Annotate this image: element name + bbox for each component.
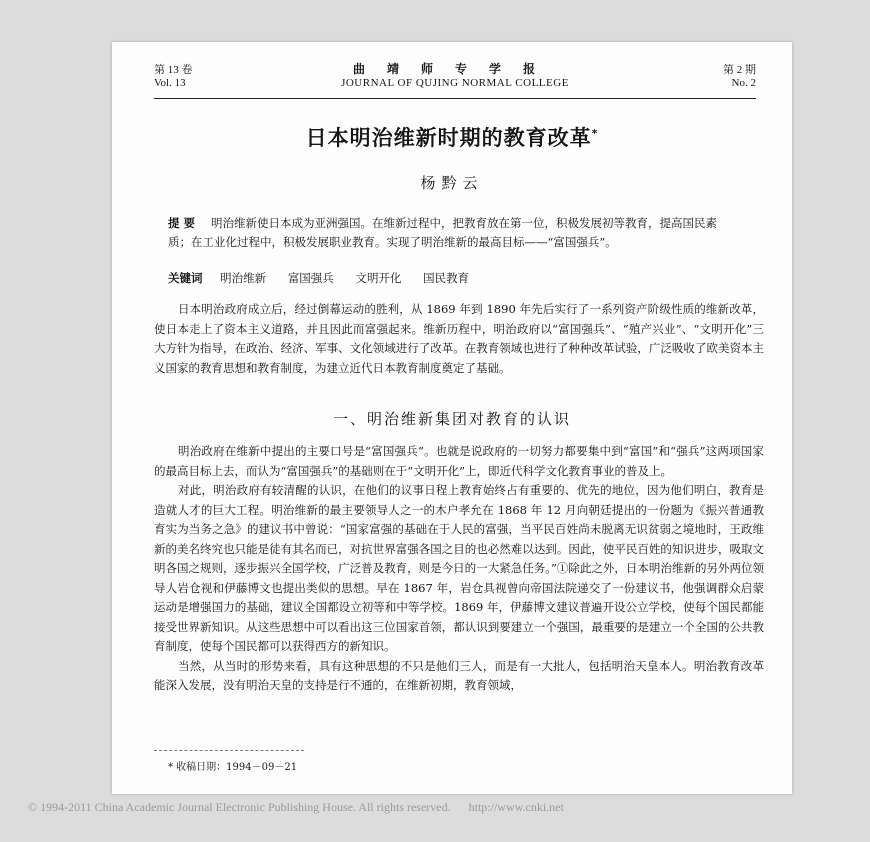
article-title: [112, 122, 792, 152]
volume-en: Vol. 13: [154, 77, 186, 89]
abstract: [168, 214, 722, 252]
intro-paragraph: 日本明治政府成立后，经过倒幕运动的胜利，从 1869 年到 1890 年先后实行了一系列资产阶级性质的维新改革，使日本走上了资本主义道路，并且因此而富强起来。维新历程中，明治政府以“富国强兵”、“殖产兴业”、“文明开化”三大方针为指导，在政治、经济、军事、文化领域进行了改革。在教育领域也进行了种种改革试验，广泛吸收了欧美资本主义国家的教育思想和教育制度，为建立近代日本教育制度奠定了基础。: [154, 302, 764, 375]
issue-label: [723, 64, 756, 90]
journal-header: [154, 58, 756, 99]
keyword-item: 文明开化: [355, 271, 402, 285]
intro-section: [154, 300, 764, 378]
footnote: * 收稿日期：1994－09－21: [168, 762, 298, 773]
keywords-label: 关键词: [168, 271, 203, 285]
keywords: [168, 270, 722, 286]
title-footnote-mark: *: [591, 127, 599, 140]
footnote-divider: [154, 750, 304, 751]
section-heading: 一、明治维新集团对教育的认识: [332, 410, 571, 428]
body-paragraph: 明治政府在维新中提出的主要口号是“富国强兵”。也就是说政府的一切努力都要集中到“富国”和“强兵”这两项国家的最高目标上去，而认为“富国强兵”的基础则在于“文明开化”上，即近代科学文化教育事业的普及上。: [154, 444, 764, 478]
author-name: 杨黔云: [420, 174, 484, 192]
journal-name: [154, 62, 756, 90]
keyword-item: 富国强兵: [287, 271, 334, 285]
journal-page: [112, 42, 792, 794]
body-paragraph: 当然，从当时的形势来看，具有这种思想的不只是他们三人，而是有一大批人，包括明治天皇本人。明治教育改革能深入发展，没有明治天皇的支持是行不通的，在维新初期，教育领域，: [154, 658, 764, 692]
journal-name-cn: 曲靖师专学报: [352, 62, 557, 76]
section-body: [154, 442, 764, 696]
copyright-line: [28, 800, 582, 815]
issue-cn: 第 2 期: [723, 64, 756, 76]
journal-name-en: JOURNAL OF QUJING NORMAL COLLEGE: [341, 77, 569, 89]
body-paragraph: 对此，明治政府有较清醒的认识，在他们的议事日程上教育始终占有重要的、优先的地位，因为他们明白，教育是造就人才的巨大工程。明治维新的最主要领导人之一的木户孝允在 1868 年 12 月向朝廷提出的一份题为《振兴普通教育实为当务之急》的建议书中曾说：“国家富强的基础在于人民的富强，当平民百姓尚未脱离无识贫弱之境地时，王政维新的美名终究也只能是徒有其名而已，对抗世界富强各国之目的也必然难以达到。因此，使平民百姓的知识进步，吸取文明各国之规则，逐步振兴全国学校，广泛普及教育，则是今日的一大紧急任务。”①除此之外，日本明治维新的另外两位领导人岩仓视和伊藤博文也提出类似的思想。早在 1867 年，岩仓具视曾向帝国法院递交了一份建议书，他强调群众启蒙运动是增强国力的基础，建议全国都设立初等和中等学校。1869 年，伊藤博文建议普遍开设公立学校，使每个国民都能接受世界新知识。从这些思想中可以看出这三位国家首领，都认识到要建立一个强国，最重要的是建立一个全国的公共教育制度，使每个国民都可以获得西方的新知识。: [154, 483, 764, 653]
abstract-label: 提要: [168, 216, 199, 230]
keyword-item: 国民教育: [423, 271, 470, 285]
volume-cn: 第 13 卷: [154, 64, 193, 76]
article-title-text: 日本明治维新时期的教育改革: [305, 126, 592, 150]
issue-en: No. 2: [731, 77, 756, 89]
cnki-link[interactable]: http://www.cnki.net: [468, 800, 564, 814]
abstract-text: 明治维新使日本成为亚洲强国。在维新过程中，把教育放在第一位，积极发展初等教育，提高国民素质；在工业化过程中，积极发展职业教育。实现了明治维新的最高目标——“富国强兵”。: [168, 216, 717, 249]
copyright-text: © 1994-2011 China Academic Journal Electronic Publishing House. All rights reserved.: [28, 800, 451, 814]
keyword-item: 明治维新: [220, 271, 267, 285]
